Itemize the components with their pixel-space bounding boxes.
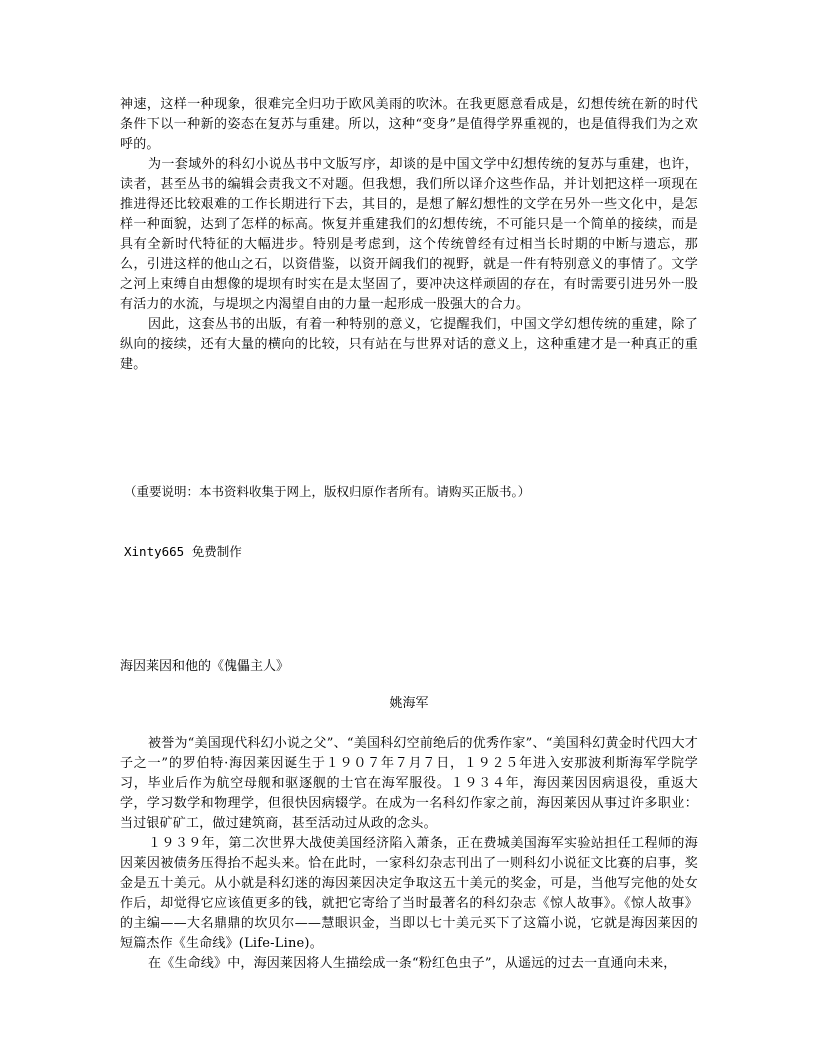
- copyright-note: [124, 442, 724, 602]
- intro-paragraph: 神速，这样一种现象，很难完全归功于欧风美雨的吹沐。在我更愿意看成是，幻想传统在新的时代条件下以一种新的姿态在复苏与重建。所以，这种“变身”是值得学界重视的，也是值得我们为之欢呼的。: [120, 97, 698, 152]
- intro-paragraph: 因此，这套丛书的出版，有着一种特别的意义，它提醒我们，中国文学幻想传统的重建，除了纵向的接续，还有大量的横向的比较，只有站在与世界对话的意义上，这种重建才是一种真正的重建。: [120, 317, 698, 372]
- copyright-note-line: （重要说明：本书资料收集于网上，版权归原作者所有。请购买正版书。）: [124, 484, 531, 499]
- section-author: 姚海军: [389, 696, 429, 711]
- intro-text: [120, 95, 698, 375]
- section-paragraph: 在《生命线》中，海因莱因将人生描绘成一条“粉红色虫子”，从遥远的过去一直通向未来，: [148, 956, 677, 971]
- section-text: [120, 734, 698, 974]
- intro-paragraph: 为一套域外的科幻小说丛书中文版写序，却谈的是中国文学中幻想传统的复苏与重建，也许，读者，甚至丛书的编辑会责我文不对题。但我想，我们所以译介这些作品，并计划把这样一项现在推进得还比较艰难的工作长期进行下去，其目的，是想了解幻想性的文学在另外一些文化中，是怎样一种面貌，达到了怎样的标高。恢复并重建我们的幻想传统，不可能只是一个简单的接续，而是具有全新时代特征的大幅进步。特别是考虑到，这个传统曾经有过相当长时期的中断与遗忘，那么，引进这样的他山之石，以资借鉴，以资开阔我们的视野，就是一件有特别意义的事情了。文学之河上束缚自由想像的堤坝有时实在是太坚固了，要冲决这样顽固的存在，有时需要引进另外一股有活力的水流，与堤坝之内渴望自由的力量一起形成一股强大的合力。: [120, 157, 698, 312]
- section-title: 海因莱因和他的《傀儡主人》: [120, 659, 290, 674]
- producer-credit: Xinty665 免费制作: [124, 544, 242, 559]
- section-paragraph: 被誉为“美国现代科幻小说之父”、“美国科幻空前绝后的优秀作家”、“美国科幻黄金时代四大才子之一”的罗伯特·海因莱因诞生于１９０７年７月７日，１９２５年进入安那波利斯海军学院学习，毕业后作为航空母舰和驱逐舰的士官在海军服役。１９３４年，海因莱因因病退役，重返大学，学习数学和物理学，但很快因病辍学。在成为一名科幻作家之前，海因莱因从事过许多职业：当过银矿矿工，做过建筑商，甚至活动过从政的念头。: [120, 736, 698, 831]
- section-paragraph: １９３９年，第二次世界大战使美国经济陷入萧条，正在费城美国海军实验站担任工程师的海因莱因被债务压得抬不起头来。恰在此时，一家科幻杂志刊出了一则科幻小说征文比赛的启事，奖金是五十美元。从小就是科幻迷的海因莱因决定争取这五十美元的奖金，可是，当他写完他的处女作后，却觉得它应该值更多的钱，就把它寄给了当时最著名的科幻杂志《惊人故事》。《惊人故事》的主编——大名鼎鼎的坎贝尔——慧眼识金，当即以七十美元买下了这篇小说，它就是海因莱因的短篇杰作《生命线》(Life-Line)。: [120, 836, 698, 951]
